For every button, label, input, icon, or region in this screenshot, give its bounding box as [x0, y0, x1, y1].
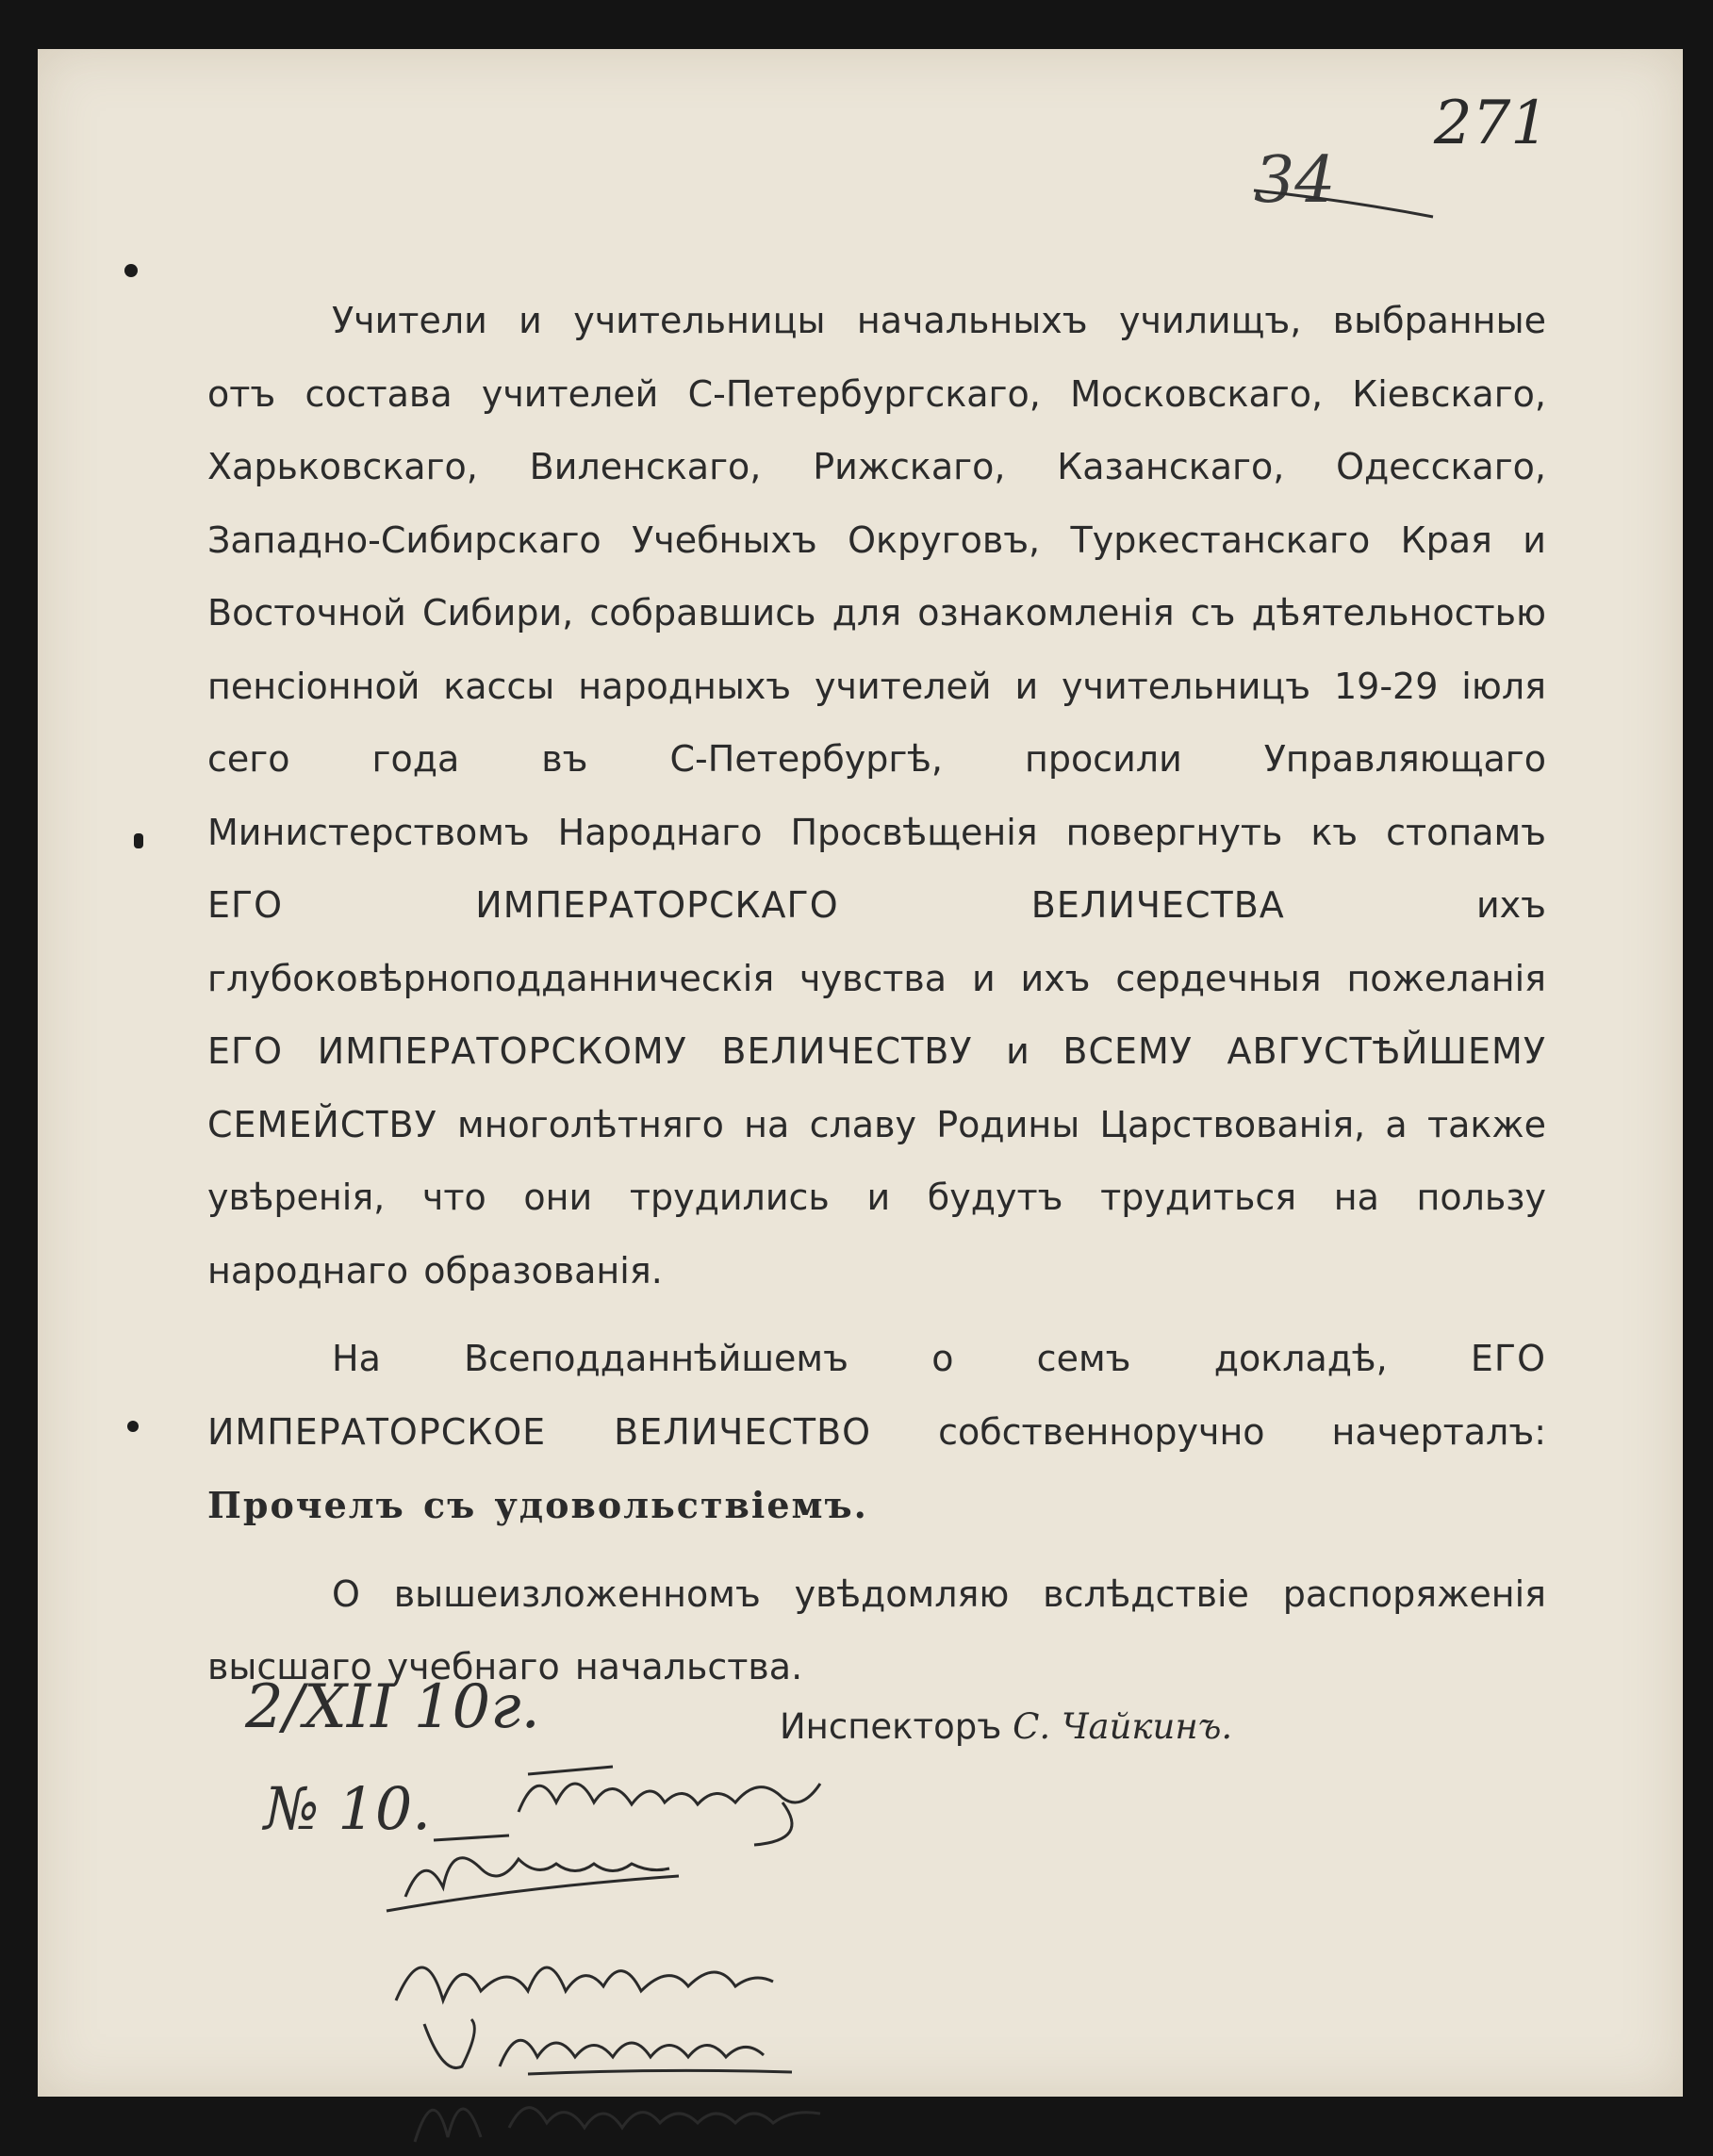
inspector-title: Инспекторъ — [780, 1706, 1002, 1747]
binding-hole-mark — [127, 1421, 139, 1432]
inspector-name: С. Чайкинъ. — [1013, 1706, 1233, 1747]
strike-through-mark — [1249, 172, 1438, 228]
paragraph-notice: О вышеизложенномъ увѣдомляю вслѣдствіе распоряженія высшаго учебнаго начальства. — [207, 1572, 1546, 1687]
imperial-title: ЕГО ИМПЕРАТОРСКАГО ВЕЛИЧЕСТВА — [207, 884, 1285, 926]
handwritten-date: 2/XII 10г. — [245, 1672, 540, 1742]
handwritten-number: № 10. — [264, 1774, 431, 1843]
paragraph-text: собственноручно начерталъ: — [871, 1410, 1547, 1453]
paragraph-text: На Всеподданнѣйшемъ о семъ докладѣ, — [332, 1338, 1471, 1379]
imperial-title: ЕГО ИМПЕРАТОРСКОЕ ВЕЛИЧЕСТВО — [207, 1338, 1546, 1453]
inspector-signature-line — [780, 1706, 1232, 1747]
document-page — [38, 49, 1683, 2097]
paragraph-resolution — [207, 1323, 1546, 1543]
paragraph-text: и — [972, 1030, 1063, 1072]
letter-body — [207, 285, 1546, 1704]
page-number: 271 — [1433, 89, 1549, 158]
signature-5 — [405, 2071, 848, 2156]
paragraph-text: Учители и учительницы начальныхъ училищъ, выбранные отъ состава учителей С-Петербургскаго, Московскаго, Кіевскаго, Харьковскаго, Виленскаго, Рижскаго, Казанскаго, Одесскаго, Западно-Сибирскаго Учебныхъ Округовъ, Туркестанскаго Края и Восточной Сибири, собравшись для ознакомленія съ дѣятельностью пенсіонной кассы народныхъ учителей и учительницъ 19-29 іюля сего года въ С-Петербургѣ, просили Управляющаго Министерствомъ Народнаго Просвѣщенія повергнуть къ стопамъ — [207, 300, 1546, 853]
paragraph-text: ихъ глубоковѣрноподданническія чувства и ихъ сердечныя пожеланія — [207, 884, 1546, 999]
paragraph-text: многолѣтняго на славу Родины Царствованія, а также увѣренія, что они трудились и будутъ трудиться на пользу народнаго образованія. — [207, 1103, 1546, 1292]
binding-hole-mark — [134, 833, 143, 848]
paragraph-main — [207, 285, 1546, 1308]
binding-hole-mark — [124, 264, 138, 277]
imperial-family-title: ВСЕМУ АВГУСТѢЙШЕМУ СЕМЕЙСТВУ — [207, 1030, 1546, 1145]
imperial-resolution: Прочелъ съ удовольствіемъ. — [207, 1484, 868, 1526]
imperial-title: ЕГО ИМПЕРАТОРСКОМУ ВЕЛИЧЕСТВУ — [207, 1030, 973, 1072]
signature-2 — [377, 1821, 735, 1925]
crossed-out-archive-number: 34 — [1254, 143, 1336, 218]
